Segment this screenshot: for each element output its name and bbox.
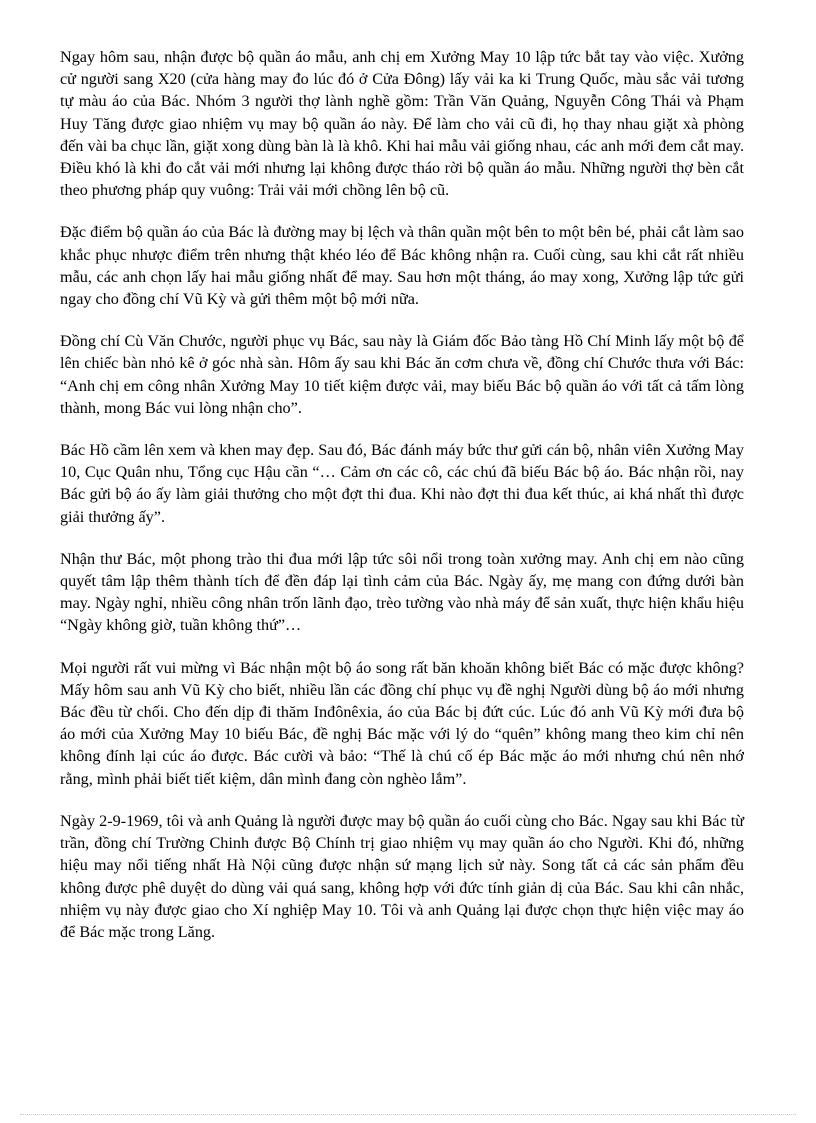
paragraph-3: Đồng chí Cù Văn Chước, người phục vụ Bác, sau này là Giám đốc Bảo tàng Hồ Chí Minh lấy một bộ để lên chiếc bàn nhỏ kê ở góc nhà sàn. Hôm ấy sau khi Bác ăn cơm chưa về, đồng chí Chước thưa với Bác: “Anh chị em công nhân Xưởng May 10 tiết kiệm được vải, may biếu Bác bộ quần áo với tất cả tấm lòng thành, mong Bác vui lòng nhận cho”. [60, 332, 744, 417]
paragraph-2: Đặc điểm bộ quần áo của Bác là đường may bị lệch và thân quần một bên to một bên bé, phải cắt làm sao khắc phục nhược điểm trên nhưng thật khéo léo để Bác không nhận ra. Cuối cùng, sau khi cắt rất nhiều mẫu, các anh chọn lấy hai mẫu giống nhất để may. Sau hơn một tháng, áo may xong, Xưởng lập tức gửi ngay cho đồng chí Vũ Kỳ và gửi thêm một bộ mới nữa. [60, 223, 744, 309]
page-bottom-divider [20, 1114, 796, 1115]
document-body [60, 46, 744, 943]
paragraph-1: Ngay hôm sau, nhận được bộ quần áo mẫu, anh chị em Xưởng May 10 lập tức bắt tay vào việc. Xưởng cử người sang X20 (cửa hàng may đo lúc đó ở Cửa Đông) lấy vải ka ki Trung Quốc, màu sắc vải tương tự màu áo của Bác. Nhóm 3 người thợ lành nghề gồm: Trần Văn Quảng, Nguyễn Công Thái và Phạm Huy Tăng được giao nhiệm vụ may bộ quần áo này. Để làm cho vải cũ đi, họ thay nhau giặt xà phòng đến vài ba chục lần, giặt xong dùng bàn là là khô. Khi hai mẫu vải giống nhau, các anh mới đem cắt may. Điều khó là khi đo cắt vải mới nhưng lại không được tháo rời bộ quần áo mẫu. Những người thợ bèn cắt theo phương pháp quy vuông: Trải vải mới chồng lên bộ cũ. [60, 48, 744, 200]
paragraph-6: Mọi người rất vui mừng vì Bác nhận một bộ áo song rất băn khoăn không biết Bác có mặc được không? Mấy hôm sau anh Vũ Kỳ cho biết, nhiều lần các đồng chí phục vụ đề nghị Người dùng bộ áo mới nhưng Bác đều từ chối. Cho đến dịp đi thăm Inđônêxia, áo của Bác bị đứt cúc. Lúc đó anh Vũ Kỳ mới đưa bộ áo mới của Xưởng May 10 biếu Bác, đề nghị Bác mặc với lý do “quên” không mang theo kim chỉ nên không đính lại cúc áo được. Bác cười và bảo: “Thế là chú cố ép Bác mặc áo mới nhưng chú nên nhớ rằng, mình phải biết tiết kiệm, dân mình đang còn nghèo lắm”. [60, 658, 744, 788]
paragraph-4: Bác Hồ cầm lên xem và khen may đẹp. Sau đó, Bác đánh máy bức thư gửi cán bộ, nhân viên Xưởng May 10, Cục Quân nhu, Tổng cục Hậu cần “… Cảm ơn các cô, các chú đã biếu Bác bộ áo. Bác nhận rồi, nay Bác gửi bộ áo ấy làm giải thưởng cho một đợt thi đua. Khi nào đợt thi đua kết thúc, ai khá nhất thì được giải thưởng ấy”. [60, 441, 744, 526]
paragraph-5: Nhận thư Bác, một phong trào thi đua mới lập tức sôi nổi trong toàn xưởng may. Anh chị em nào cũng quyết tâm lập thêm thành tích để đền đáp lại tình cảm của Bác. Ngày ấy, mẹ mang con đứng dưới bàn may. Ngày nghỉ, nhiều công nhân trốn lãnh đạo, trèo tường vào nhà máy để sản xuất, thực hiện khẩu hiệu “Ngày không giờ, tuần không thứ”… [60, 549, 744, 635]
paragraph-7: Ngày 2-9-1969, tôi và anh Quảng là người được may bộ quần áo cuối cùng cho Bác. Ngay sau khi Bác từ trần, đồng chí Trường Chinh được Bộ Chính trị giao nhiệm vụ may quần áo cho Người. Khi đó, những hiệu may nổi tiếng nhất Hà Nội cũng được nhận sứ mạng lịch sử này. Song tất cả các sản phẩm đều không được phê duyệt do dùng vải quá sang, không hợp với đức tính giản dị của Bác. Sau khi cân nhắc, nhiệm vụ này được giao cho Xí nghiệp May 10. Tôi và anh Quảng lại được chọn thực hiện việc may áo để Bác mặc trong Lăng. [60, 811, 744, 941]
